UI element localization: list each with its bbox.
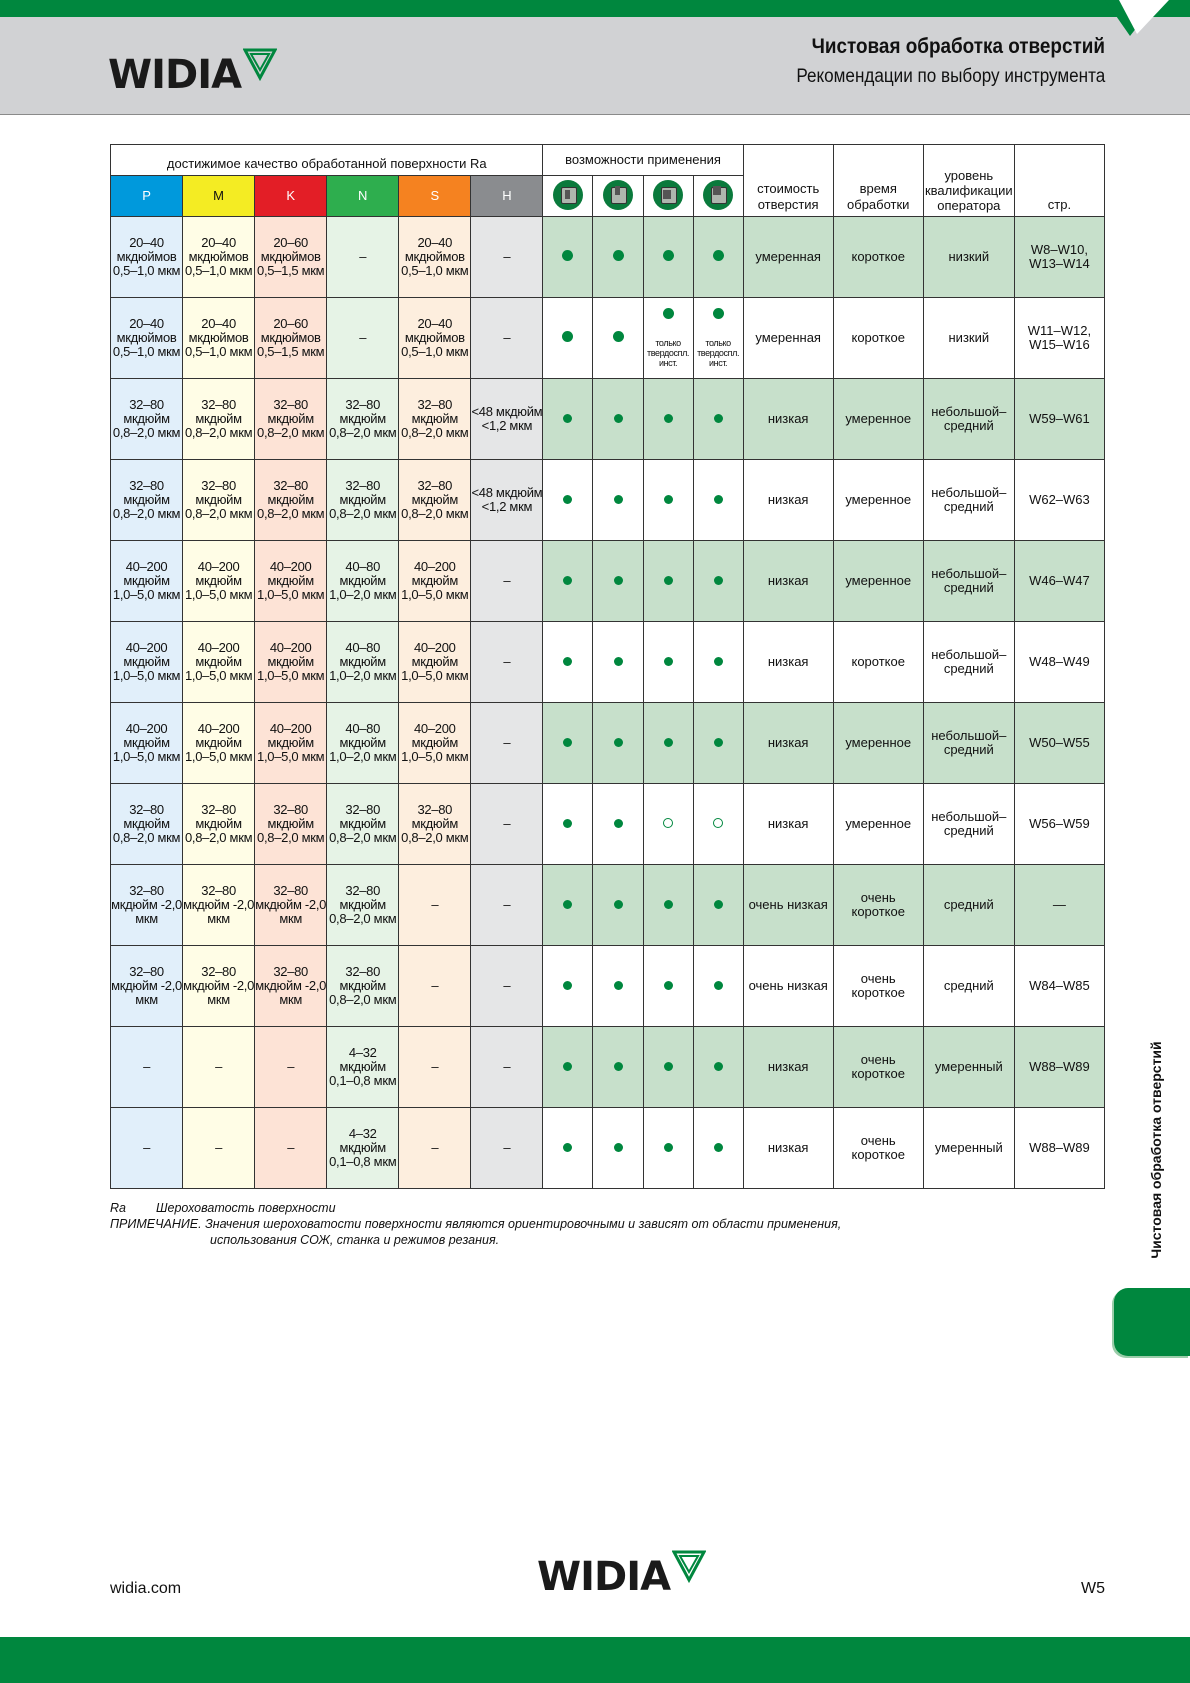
- ra-cell-s: –: [399, 946, 471, 1027]
- application-cell: [593, 298, 643, 379]
- applicable-dot-icon: [563, 495, 572, 504]
- ra-cell-h: –: [471, 541, 543, 622]
- skill-cell: небольшой– средний: [923, 784, 1014, 865]
- application-cell: [543, 1108, 593, 1189]
- ra-cell-h: –: [471, 622, 543, 703]
- applicable-dot-icon: [714, 495, 723, 504]
- application-header: возможности применения: [543, 145, 743, 176]
- ra-cell-k: –: [255, 1108, 327, 1189]
- ra-cell-m: –: [183, 1027, 255, 1108]
- applicable-dot-icon: [614, 576, 623, 585]
- material-k: K: [255, 176, 327, 217]
- applicable-dot-icon: [614, 738, 623, 747]
- table-row: [111, 1027, 1105, 1108]
- material-s: S: [399, 176, 471, 217]
- time-cell: умеренное: [833, 541, 923, 622]
- applicable-dot-icon: [563, 576, 572, 585]
- application-cell: [643, 865, 693, 946]
- application-cell: [593, 1108, 643, 1189]
- cost-cell: низкая: [743, 379, 833, 460]
- cost-cell: низкая: [743, 1027, 833, 1108]
- applicable-dot-icon: [613, 250, 624, 261]
- applicable-dot-icon: [563, 900, 572, 909]
- table-row: [111, 946, 1105, 1027]
- applicable-dot-icon: [664, 576, 673, 585]
- blind-hole-icon: [593, 176, 643, 217]
- time-cell: короткое: [833, 298, 923, 379]
- application-cell: [643, 217, 693, 298]
- time-header: время обработки: [833, 145, 923, 217]
- page-ref-cell[interactable]: W11–W12, W15–W16: [1014, 298, 1104, 379]
- ra-cell-m: 40–200 мкдюйм 1,0–5,0 мкм: [183, 703, 255, 784]
- time-cell: короткое: [833, 217, 923, 298]
- skill-cell: небольшой– средний: [923, 703, 1014, 784]
- ra-cell-n: 4–32 мкдюйм 0,1–0,8 мкм: [327, 1027, 399, 1108]
- ra-cell-n: 40–80 мкдюйм 1,0–2,0 мкм: [327, 703, 399, 784]
- ra-cell-m: 20–40 мкдюймов 0,5–1,0 мкм: [183, 217, 255, 298]
- page-subtitle: Рекомендации по выбору инструмента: [796, 66, 1105, 87]
- applicable-dot-icon: [563, 1143, 572, 1152]
- ra-cell-m: 32–80 мкдюйм 0,8–2,0 мкм: [183, 784, 255, 865]
- time-cell: очень короткое: [833, 865, 923, 946]
- application-cell: [643, 1108, 693, 1189]
- application-cell: [543, 217, 593, 298]
- application-cell: [543, 946, 593, 1027]
- applicable-dot-icon: [614, 495, 623, 504]
- note-line-1: ПРИМЕЧАНИЕ. Значения шероховатости поверхности являются ориентировочными и зависят от области применения,: [110, 1217, 842, 1231]
- footer-logo: [537, 1550, 706, 1600]
- application-cell: [693, 784, 743, 865]
- application-cell: [643, 298, 693, 379]
- page-ref-cell[interactable]: W56–W59: [1014, 784, 1104, 865]
- page-header: стр.: [1014, 145, 1104, 217]
- material-n: N: [327, 176, 399, 217]
- application-cell: [543, 784, 593, 865]
- carbide-only-note: только твердоспл. инст.: [647, 338, 690, 368]
- applicable-dot-icon: [614, 1062, 623, 1071]
- cost-header: стоимость отверстия: [743, 145, 833, 217]
- ra-cell-p: 20–40 мкдюймов 0,5–1,0 мкм: [111, 298, 183, 379]
- applicable-dot-icon: [563, 1062, 572, 1071]
- footnote: [110, 1200, 841, 1248]
- ra-cell-k: 40–200 мкдюйм 1,0–5,0 мкм: [255, 541, 327, 622]
- through-hole-icon: [543, 176, 593, 217]
- ra-cell-n: 32–80 мкдюйм 0,8–2,0 мкм: [327, 946, 399, 1027]
- applicable-dot-icon: [562, 250, 573, 261]
- bottom-green-bar: [0, 1637, 1190, 1683]
- application-cell: [643, 622, 693, 703]
- applicable-dot-icon: [664, 1062, 673, 1071]
- table-row: [111, 217, 1105, 298]
- page-ref-cell[interactable]: W48–W49: [1014, 622, 1104, 703]
- application-cell: [693, 1108, 743, 1189]
- ra-cell-h: –: [471, 784, 543, 865]
- application-cell: [593, 541, 643, 622]
- application-cell: [543, 298, 593, 379]
- skill-cell: небольшой– средний: [923, 379, 1014, 460]
- ra-cell-n: 40–80 мкдюйм 1,0–2,0 мкм: [327, 622, 399, 703]
- application-cell: [643, 946, 693, 1027]
- ra-cell-k: 32–80 мкдюйм 0,8–2,0 мкм: [255, 460, 327, 541]
- ra-cell-p: 32–80 мкдюйм 0,8–2,0 мкм: [111, 379, 183, 460]
- ra-cell-h: –: [471, 1027, 543, 1108]
- time-cell: умеренное: [833, 460, 923, 541]
- ra-cell-h: –: [471, 1108, 543, 1189]
- applicable-dot-icon: [664, 495, 673, 504]
- applicable-dot-icon: [563, 414, 572, 423]
- application-cell: [543, 379, 593, 460]
- page-title: Чистовая обработка отверстий: [811, 35, 1105, 58]
- page-ref-cell[interactable]: W50–W55: [1014, 703, 1104, 784]
- side-tab-label: Чистовая обработка отверстий: [1148, 1041, 1164, 1259]
- page-ref-cell[interactable]: W62–W63: [1014, 460, 1104, 541]
- ra-cell-n: –: [327, 217, 399, 298]
- ra-cell-n: 32–80 мкдюйм 0,8–2,0 мкм: [327, 379, 399, 460]
- table-row: [111, 703, 1105, 784]
- page-ref-cell[interactable]: W46–W47: [1014, 541, 1104, 622]
- applicable-dot-icon: [714, 1062, 723, 1071]
- cost-cell: низкая: [743, 703, 833, 784]
- ra-cell-m: 40–200 мкдюйм 1,0–5,0 мкм: [183, 541, 255, 622]
- applicable-dot-icon: [714, 981, 723, 990]
- ra-cell-s: 40–200 мкдюйм 1,0–5,0 мкм: [399, 622, 471, 703]
- ra-cell-p: –: [111, 1108, 183, 1189]
- cost-cell: очень низкая: [743, 865, 833, 946]
- note-line-2: использования СОЖ, станка и режимов резания.: [210, 1233, 500, 1247]
- ra-cell-k: –: [255, 1027, 327, 1108]
- skill-cell: низкий: [923, 217, 1014, 298]
- material-h: H: [471, 176, 543, 217]
- applicable-dot-icon: [614, 414, 623, 423]
- skill-cell: небольшой– средний: [923, 460, 1014, 541]
- application-cell: [593, 460, 643, 541]
- table-row: [111, 541, 1105, 622]
- interrupted-through-hole-icon: [643, 176, 693, 217]
- skill-cell: небольшой– средний: [923, 541, 1014, 622]
- page-ref-cell[interactable]: W84–W85: [1014, 946, 1104, 1027]
- cost-cell: низкая: [743, 784, 833, 865]
- application-cell: [543, 1027, 593, 1108]
- ra-cell-s: –: [399, 1027, 471, 1108]
- ra-cell-s: –: [399, 1108, 471, 1189]
- page-ref-cell[interactable]: W88–W89: [1014, 1108, 1104, 1189]
- table-row: [111, 865, 1105, 946]
- carbide-only-note: только твердоспл. инст.: [697, 338, 740, 368]
- top-green-bar: [0, 0, 1190, 17]
- logo-wordmark: WIDIA: [108, 52, 242, 98]
- material-m: M: [183, 176, 255, 217]
- application-cell: [693, 622, 743, 703]
- cost-cell: низкая: [743, 622, 833, 703]
- table-row: [111, 622, 1105, 703]
- application-cell: [593, 703, 643, 784]
- ra-cell-p: 32–80 мкдюйм -2,0 мкм: [111, 946, 183, 1027]
- ra-definition: Шероховатость поверхности: [155, 1201, 336, 1215]
- skill-header: уровень квалификации оператора: [923, 145, 1014, 217]
- application-cell: [643, 379, 693, 460]
- ra-cell-s: 32–80 мкдюйм 0,8–2,0 мкм: [399, 460, 471, 541]
- application-cell: [693, 460, 743, 541]
- skill-cell: низкий: [923, 298, 1014, 379]
- application-cell: [593, 784, 643, 865]
- ra-cell-n: –: [327, 298, 399, 379]
- application-cell: [643, 703, 693, 784]
- ra-cell-k: 20–60 мкдюймов 0,5–1,5 мкм: [255, 298, 327, 379]
- time-cell: короткое: [833, 622, 923, 703]
- ra-cell-p: 40–200 мкдюйм 1,0–5,0 мкм: [111, 703, 183, 784]
- limited-applicable-ring-icon: [663, 818, 673, 828]
- application-cell: [693, 865, 743, 946]
- applicable-dot-icon: [563, 657, 572, 666]
- ra-cell-m: 40–200 мкдюйм 1,0–5,0 мкм: [183, 622, 255, 703]
- ra-cell-p: 40–200 мкдюйм 1,0–5,0 мкм: [111, 622, 183, 703]
- application-cell: [593, 379, 643, 460]
- footer-page-number: W5: [1081, 1580, 1105, 1597]
- ra-cell-p: 40–200 мкдюйм 1,0–5,0 мкм: [111, 541, 183, 622]
- application-cell: [543, 622, 593, 703]
- ra-cell-h: –: [471, 217, 543, 298]
- skill-cell: небольшой– средний: [923, 622, 1014, 703]
- ra-cell-k: 20–60 мкдюймов 0,5–1,5 мкм: [255, 217, 327, 298]
- application-cell: [693, 217, 743, 298]
- skill-cell: умеренный: [923, 1108, 1014, 1189]
- application-cell: [543, 541, 593, 622]
- page-ref-cell[interactable]: —: [1014, 865, 1104, 946]
- applicable-dot-icon: [613, 331, 624, 342]
- ra-cell-p: 20–40 мкдюймов 0,5–1,0 мкм: [111, 217, 183, 298]
- applicable-dot-icon: [713, 308, 724, 319]
- ra-cell-h: <48 мкдюйм <1,2 мкм: [471, 460, 543, 541]
- application-cell: [593, 1027, 643, 1108]
- ra-cell-p: 32–80 мкдюйм 0,8–2,0 мкм: [111, 784, 183, 865]
- ra-cell-n: 4–32 мкдюйм 0,1–0,8 мкм: [327, 1108, 399, 1189]
- applicable-dot-icon: [714, 900, 723, 909]
- application-cell: [593, 946, 643, 1027]
- application-cell: [693, 298, 743, 379]
- ra-cell-m: 32–80 мкдюйм -2,0 мкм: [183, 865, 255, 946]
- application-cell: [693, 541, 743, 622]
- ra-cell-n: 32–80 мкдюйм 0,8–2,0 мкм: [327, 784, 399, 865]
- application-cell: [543, 865, 593, 946]
- application-cell: [543, 703, 593, 784]
- applicable-dot-icon: [664, 981, 673, 990]
- application-cell: [643, 1027, 693, 1108]
- ra-cell-k: 32–80 мкдюйм -2,0 мкм: [255, 946, 327, 1027]
- applicable-dot-icon: [663, 308, 674, 319]
- applicable-dot-icon: [714, 1143, 723, 1152]
- ra-cell-h: –: [471, 298, 543, 379]
- applicable-dot-icon: [614, 900, 623, 909]
- application-cell: [693, 946, 743, 1027]
- logo-triangle-icon: [243, 48, 277, 82]
- material-p: P: [111, 176, 183, 217]
- applicable-dot-icon: [664, 657, 673, 666]
- table-row: [111, 379, 1105, 460]
- ra-cell-p: 32–80 мкдюйм 0,8–2,0 мкм: [111, 460, 183, 541]
- ra-cell-s: 32–80 мкдюйм 0,8–2,0 мкм: [399, 379, 471, 460]
- page-ref-cell[interactable]: W8–W10, W13–W14: [1014, 217, 1104, 298]
- applicable-dot-icon: [614, 819, 623, 828]
- ra-cell-m: 32–80 мкдюйм -2,0 мкм: [183, 946, 255, 1027]
- ra-cell-h: –: [471, 946, 543, 1027]
- time-cell: умеренное: [833, 703, 923, 784]
- header-logo: [108, 48, 277, 98]
- ra-cell-n: 32–80 мкдюйм 0,8–2,0 мкм: [327, 865, 399, 946]
- ra-cell-k: 32–80 мкдюйм 0,8–2,0 мкм: [255, 784, 327, 865]
- ra-cell-n: 40–80 мкдюйм 1,0–2,0 мкм: [327, 541, 399, 622]
- ra-cell-m: 32–80 мкдюйм 0,8–2,0 мкм: [183, 379, 255, 460]
- ra-cell-k: 32–80 мкдюйм 0,8–2,0 мкм: [255, 379, 327, 460]
- ra-abbr: Ra: [110, 1201, 126, 1215]
- cost-cell: умеренная: [743, 217, 833, 298]
- footer-logo-triangle-icon: [672, 1550, 706, 1584]
- application-cell: [543, 460, 593, 541]
- table-row: [111, 1108, 1105, 1189]
- corner-notch-icon: [1105, 0, 1190, 40]
- table-row: [111, 298, 1105, 379]
- time-cell: умеренное: [833, 379, 923, 460]
- ra-cell-k: 40–200 мкдюйм 1,0–5,0 мкм: [255, 703, 327, 784]
- cost-cell: низкая: [743, 460, 833, 541]
- page-ref-cell[interactable]: W59–W61: [1014, 379, 1104, 460]
- applicable-dot-icon: [713, 250, 724, 261]
- footer-logo-wordmark: WIDIA: [537, 1554, 671, 1600]
- ra-cell-s: –: [399, 865, 471, 946]
- application-cell: [643, 784, 693, 865]
- ra-cell-p: –: [111, 1027, 183, 1108]
- ra-cell-s: 20–40 мкдюймов 0,5–1,0 мкм: [399, 217, 471, 298]
- skill-cell: умеренный: [923, 1027, 1014, 1108]
- ra-cell-s: 40–200 мкдюйм 1,0–5,0 мкм: [399, 703, 471, 784]
- ra-cell-h: –: [471, 865, 543, 946]
- ra-header: достижимое качество обработанной поверхности Ra: [111, 145, 543, 176]
- ra-cell-k: 32–80 мкдюйм -2,0 мкм: [255, 865, 327, 946]
- side-tab: [1114, 1288, 1190, 1356]
- applicable-dot-icon: [563, 738, 572, 747]
- skill-cell: средний: [923, 946, 1014, 1027]
- cost-cell: умеренная: [743, 298, 833, 379]
- applicable-dot-icon: [714, 576, 723, 585]
- applicable-dot-icon: [714, 414, 723, 423]
- table-row: [111, 784, 1105, 865]
- applicable-dot-icon: [714, 738, 723, 747]
- table-row: [111, 460, 1105, 541]
- tool-selection-table: [110, 144, 1105, 1189]
- ra-cell-n: 32–80 мкдюйм 0,8–2,0 мкм: [327, 460, 399, 541]
- applicable-dot-icon: [664, 414, 673, 423]
- ra-cell-m: 32–80 мкдюйм 0,8–2,0 мкм: [183, 460, 255, 541]
- applicable-dot-icon: [664, 1143, 673, 1152]
- page-ref-cell[interactable]: W88–W89: [1014, 1027, 1104, 1108]
- ra-cell-s: 20–40 мкдюймов 0,5–1,0 мкм: [399, 298, 471, 379]
- applicable-dot-icon: [614, 981, 623, 990]
- time-cell: очень короткое: [833, 1108, 923, 1189]
- time-cell: очень короткое: [833, 1027, 923, 1108]
- footer-url[interactable]: widia.com: [110, 1580, 182, 1597]
- application-cell: [593, 865, 643, 946]
- ra-cell-s: 40–200 мкдюйм 1,0–5,0 мкм: [399, 541, 471, 622]
- applicable-dot-icon: [663, 250, 674, 261]
- applicable-dot-icon: [664, 738, 673, 747]
- applicable-dot-icon: [562, 331, 573, 342]
- ra-cell-m: –: [183, 1108, 255, 1189]
- cost-cell: низкая: [743, 541, 833, 622]
- ra-cell-s: 32–80 мкдюйм 0,8–2,0 мкм: [399, 784, 471, 865]
- ra-cell-p: 32–80 мкдюйм -2,0 мкм: [111, 865, 183, 946]
- application-cell: [643, 541, 693, 622]
- application-cell: [593, 622, 643, 703]
- application-cell: [643, 460, 693, 541]
- interrupted-blind-hole-icon: [693, 176, 743, 217]
- limited-applicable-ring-icon: [713, 818, 723, 828]
- applicable-dot-icon: [563, 981, 572, 990]
- time-cell: умеренное: [833, 784, 923, 865]
- application-cell: [693, 379, 743, 460]
- applicable-dot-icon: [563, 819, 572, 828]
- applicable-dot-icon: [664, 900, 673, 909]
- time-cell: очень короткое: [833, 946, 923, 1027]
- cost-cell: очень низкая: [743, 946, 833, 1027]
- application-cell: [693, 703, 743, 784]
- cost-cell: низкая: [743, 1108, 833, 1189]
- application-cell: [693, 1027, 743, 1108]
- ra-cell-k: 40–200 мкдюйм 1,0–5,0 мкм: [255, 622, 327, 703]
- skill-cell: средний: [923, 865, 1014, 946]
- ra-cell-h: –: [471, 703, 543, 784]
- ra-cell-h: <48 мкдюйм <1,2 мкм: [471, 379, 543, 460]
- applicable-dot-icon: [714, 657, 723, 666]
- applicable-dot-icon: [614, 657, 623, 666]
- applicable-dot-icon: [614, 1143, 623, 1152]
- ra-cell-m: 20–40 мкдюймов 0,5–1,0 мкм: [183, 298, 255, 379]
- application-cell: [593, 217, 643, 298]
